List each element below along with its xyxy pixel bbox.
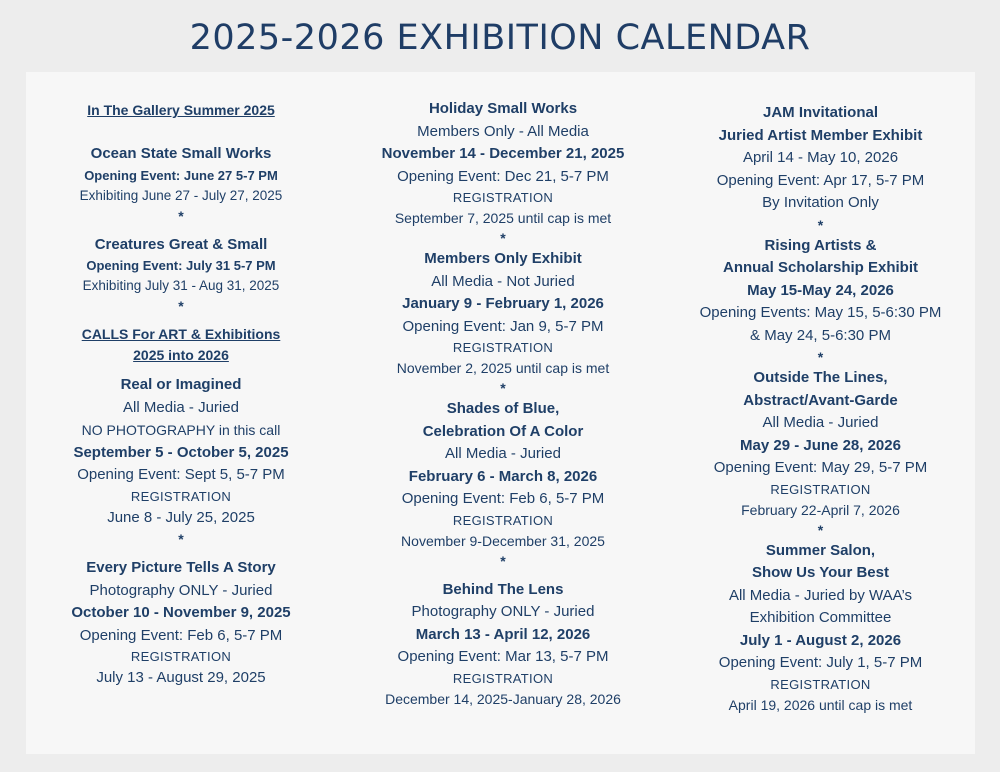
entry-registration: September 7, 2025 until cap is met	[394, 210, 612, 226]
entry-title-line-1: Outside The Lines,	[753, 369, 888, 386]
column-right	[666, 102, 975, 715]
separator-star: *	[500, 552, 506, 569]
entry-title-line-2: Abstract/Avant-Garde	[743, 391, 898, 409]
entry-media: Photography ONLY - Juried	[411, 603, 595, 620]
entry-outside-the-lines	[666, 367, 975, 520]
entry-media-line-2: Exhibition Committee	[749, 609, 892, 626]
entry-title: Real or Imagined	[120, 376, 242, 393]
calls-header-line-2: 2025 into 2026	[133, 347, 229, 363]
entry-dates: November 14 - December 21, 2025	[381, 145, 625, 162]
entry-opening: Opening Event: June 27 5-7 PM	[84, 167, 278, 183]
entry-registration-label: REGISTRATION	[770, 676, 871, 692]
entry-media: All Media - Juried	[123, 398, 239, 416]
entry-registration: July 13 - August 29, 2025	[96, 669, 266, 686]
entry-note: By Invitation Only	[762, 194, 879, 211]
entry-opening: Opening Event: Jan 9, 5-7 PM	[402, 317, 604, 335]
entry-title-line-2: Show Us Your Best	[752, 564, 889, 581]
separator-star: *	[817, 349, 824, 365]
entry-opening: Opening Event: Dec 21, 5-7 PM	[397, 167, 609, 185]
entry-title-line-1: Shades of Blue,	[446, 400, 560, 417]
entry-media: Photography ONLY - Juried	[89, 581, 273, 599]
entry-title-line-1: Summer Salon,	[765, 541, 876, 559]
separator-star: *	[178, 207, 184, 224]
entry-creatures-great-small	[26, 234, 336, 297]
entry-opening-line-2: & May 24, 5-6:30 PM	[750, 326, 891, 344]
entry-title-line-1: JAM Invitational	[762, 104, 878, 121]
entry-shades-of-blue	[344, 398, 662, 551]
entry-rising-artists	[666, 235, 975, 348]
entry-opening: Opening Event: July 1, 5-7 PM	[718, 654, 923, 671]
entry-members-only-exhibit	[344, 248, 662, 378]
entry-dates: January 9 - February 1, 2026	[402, 295, 604, 312]
entry-exhibiting: Exhibiting July 31 - Aug 31, 2025	[82, 278, 280, 293]
entry-title: Creatures Great & Small	[94, 235, 268, 253]
gallery-summer-header: In The Gallery Summer 2025	[87, 102, 275, 118]
entry-exhibiting: Exhibiting June 27 - July 27, 2025	[79, 187, 283, 203]
entry-dates: May 15-May 24, 2026	[747, 281, 894, 299]
entry-behind-the-lens	[344, 579, 662, 709]
entry-opening: Opening Event: Mar 13, 5-7 PM	[397, 648, 609, 665]
entry-media: All Media - Juried	[762, 414, 879, 431]
entry-registration-label: REGISTRATION	[770, 481, 871, 497]
entry-dates: March 13 - April 12, 2026	[415, 625, 591, 643]
entry-title: Holiday Small Works	[428, 100, 578, 117]
entry-registration-label: REGISTRATION	[130, 488, 232, 504]
entry-registration-label: REGISTRATION	[452, 340, 554, 355]
entry-title: Behind The Lens	[442, 580, 564, 598]
entry-registration: February 22-April 7, 2026	[741, 501, 900, 518]
entry-media: All Media - Juried	[445, 445, 561, 462]
entry-registration-label: REGISTRATION	[130, 649, 232, 664]
entry-dates: October 10 - November 9, 2025	[71, 604, 291, 621]
entry-opening: Opening Event: July 31 5-7 PM	[86, 258, 276, 273]
entry-registration-label: REGISTRATION	[452, 512, 554, 528]
entry-opening: Opening Event: Feb 6, 5-7 PM	[401, 490, 605, 507]
entry-media-line-1: All Media - Juried by WAA’s	[728, 586, 913, 604]
entry-registration: November 2, 2025 until cap is met	[396, 360, 610, 376]
entry-title-line-2: Juried Artist Member Exhibit	[718, 126, 923, 144]
entry-dates: September 5 - October 5, 2025	[73, 443, 289, 461]
entry-media: Members Only - All Media	[417, 122, 589, 140]
column-middle	[344, 98, 662, 709]
entry-opening-line-1: Opening Events: May 15, 5-6:30 PM	[699, 304, 942, 321]
entry-opening: Opening Event: May 29, 5-7 PM	[713, 459, 928, 476]
entry-note: NO PHOTOGRAPHY in this call	[81, 422, 281, 438]
entry-title-line-1: Rising Artists &	[764, 236, 877, 254]
entry-dates: May 29 - June 28, 2026	[740, 436, 901, 454]
calls-header-line-1: CALLS For ART & Exhibitions	[81, 326, 281, 342]
entry-title-line-2: Annual Scholarship Exhibit	[722, 259, 919, 276]
separator-star: *	[500, 380, 506, 396]
entry-every-picture-tells-a-story	[26, 557, 336, 690]
entry-summer-salon	[666, 540, 975, 715]
entry-holiday-small-works	[344, 98, 662, 228]
entry-title: Ocean State Small Works	[90, 145, 272, 162]
calendar-panel	[26, 72, 975, 754]
entry-registration-label: REGISTRATION	[452, 190, 554, 205]
entry-registration: November 9-December 31, 2025	[401, 532, 605, 549]
entry-media: All Media - Not Juried	[431, 272, 575, 290]
entry-registration-label: REGISTRATION	[452, 670, 554, 686]
entry-dates: July 1 - August 2, 2026	[739, 631, 902, 649]
separator-star: *	[178, 298, 184, 314]
entry-title: Every Picture Tells A Story	[86, 559, 276, 576]
separator-star: *	[817, 216, 824, 233]
column-left	[26, 100, 336, 690]
entry-registration: April 19, 2026 until cap is met	[728, 696, 913, 713]
entry-title-line-2: Celebration Of A Color	[422, 422, 584, 440]
entry-dates: April 14 - May 10, 2026	[742, 149, 899, 166]
separator-star: *	[178, 531, 184, 547]
entry-dates: February 6 - March 8, 2026	[408, 467, 598, 485]
entry-registration: June 8 - July 25, 2025	[107, 508, 255, 526]
page-title: 2025-2026 EXHIBITION CALENDAR	[189, 18, 811, 58]
entry-real-or-imagined	[26, 374, 336, 529]
separator-star: *	[500, 230, 506, 246]
entry-title: Members Only Exhibit	[424, 250, 582, 267]
entry-registration: December 14, 2025-January 28, 2026	[385, 690, 621, 707]
entry-opening: Opening Event: Feb 6, 5-7 PM	[79, 626, 283, 644]
entry-opening: Opening Event: Apr 17, 5-7 PM	[716, 171, 925, 189]
entry-jam-invitational	[666, 102, 975, 215]
separator-star: *	[817, 521, 824, 538]
entry-ocean-state-small-works	[26, 143, 336, 206]
entry-opening: Opening Event: Sept 5, 5-7 PM	[77, 466, 285, 483]
